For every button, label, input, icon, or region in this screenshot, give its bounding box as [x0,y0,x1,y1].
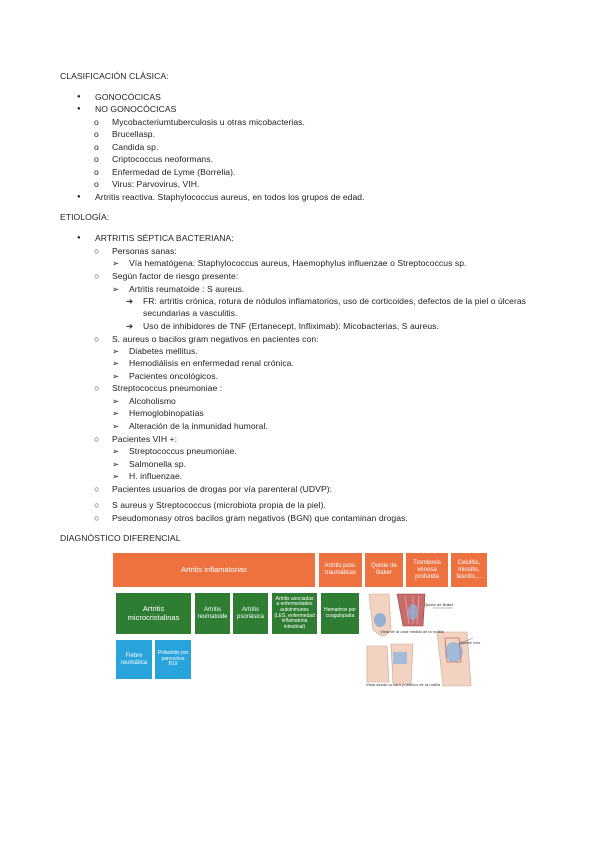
arrow-marker: ➔ [126,296,134,306]
arrowhead-marker: ➢ [112,371,120,381]
item-via-hematogena: Vía hematógena: Staphylococcus aureus, Haemophylus influenzae o Streptococcus sp. [129,258,467,268]
sub-item-criptococcus: Criptococcus neoformans. [112,154,214,164]
box-microcristalinas: Artritis microcristalinas [116,593,191,634]
heading-clasificacion: CLASIFICACIÓN CLÁSICA: [60,71,169,81]
item-fr-line1: FR: artritis crónica, rotura de nódulos inflamatorios, uso de corticoides, defectos de la piel o úlceras [143,296,527,306]
arrowhead-marker: ➢ [112,258,120,268]
box-parvovirus: Poliartritis por parvovirus B19 [155,640,191,679]
circle-marker: ○ [94,271,100,281]
item-no-gonococicas: NO GONOCÓCICAS [95,104,177,114]
circle-marker: ○ [94,334,100,344]
item-inmunidad-humoral: Alteración de la inmunidad humoral. [129,421,268,431]
item-pacientes-vih: Pacientes VIH +: [112,434,178,444]
o-marker: o [94,154,99,164]
box-quiste-baker: Quiste de Baker [365,553,403,587]
item-artritis-reactiva: Artritis reactiva. Staphylococcus aureus, en todos los grupos de edad. [95,192,365,202]
circle-marker: ○ [94,383,100,393]
item-saureus-strep: S aureus y Streptococcus (microbiota propia de la piel). [112,500,326,510]
sub-item-mycobacterium: Mycobacteriumtuberculosis u otras micobacterias. [112,117,305,127]
bullet-marker: ● [77,106,81,112]
item-alcoholismo: Alcoholismo [129,396,176,406]
o-marker: o [94,179,99,189]
arrowhead-marker: ➢ [112,471,120,481]
circle-marker: ○ [94,434,100,444]
item-fr-line2: secundarias a vasculitis. [143,308,238,318]
box-hemartros: Hemartros por coagulopatía [321,593,359,634]
caption-medial: Vista de la cara medial de la rodilla [380,629,444,634]
box-autoinmunes: Artritis asociadas a enfermedades autoinmunes (LES, enfermedad inflamatoria intestinal) [272,593,317,634]
bullet-marker: ● [77,94,81,100]
arrowhead-marker: ➢ [112,284,120,294]
item-personas-sanas: Personas sanas: [112,246,177,256]
item-inhibidores-tnf: Uso de inhibidores de TNF (Ertanecept, Infliximab): Micobacterias, S aureus. [143,321,439,331]
item-oncologicos: Pacientes oncológicos. [129,371,219,381]
o-marker: o [94,117,99,127]
label-quiste-roto: Quiste roto [460,640,481,645]
item-hemoglobinopatias: Hemoglobinopatías [129,408,204,418]
item-artritis-reumatoide: Artritis reumatoide : S aureus. [129,284,245,294]
o-marker: o [94,167,99,177]
item-factor-riesgo: Según factor de riesgo presente: [112,271,239,281]
item-salmonella: Salmonella sp. [129,459,187,469]
box-artritis-inflamatorias: Artritis inflamatorias [113,553,315,587]
caption-posterior: Vista desde la cara posterior de la rodilla [366,682,441,687]
item-strep-pneumoniae: Streptococcus pneumoniae : [112,383,223,393]
item-artritis-septica: ARTRITIS SÉPTICA BACTERIANA: [95,233,234,243]
circle-marker: ○ [94,513,100,523]
item-udvp: Pacientes usuarios de drogas por vía parenteral (UDVP): [112,484,333,494]
circle-marker: ○ [94,246,100,256]
bullet-marker: ● [77,235,81,241]
arrowhead-marker: ➢ [112,408,120,418]
box-artritis-post: Artritis post-traumáticas [319,553,362,587]
box-fiebre-reumatica: Fiebre reumática [116,640,152,679]
bullet-marker: ● [77,194,81,200]
item-pseudomonas: Pseudomonasy otros bacilos gram negativos (BGN) que contaminan drogas. [112,513,408,523]
arrowhead-marker: ➢ [112,421,120,431]
box-celulitis: Celulitis, miositis, fascitis,... [451,553,487,587]
caption-quiste-baker: Quiste de Baker [424,602,454,607]
arrowhead-marker: ➢ [112,346,120,356]
arrowhead-marker: ➢ [112,446,120,456]
sub-item-candida: Candida sp. [112,142,159,152]
circle-marker: ○ [94,484,100,494]
sub-item-brucella: Brucellasp. [112,129,156,139]
o-marker: o [94,142,99,152]
arrowhead-marker: ➢ [112,459,120,469]
item-gram-negativos: S. aureus o bacilos gram negativos en pacientes con: [112,334,319,344]
sub-item-virus: Virus: Parvovirus, VIH. [112,179,200,189]
item-h-influenzae: H. influenzae. [129,471,183,481]
o-marker: o [94,129,99,139]
box-reumatoide: Artritis reumatoide [195,593,230,634]
circle-marker: ○ [94,500,100,510]
item-diabetes: Diabetes mellitus. [129,346,198,356]
arrowhead-marker: ➢ [112,358,120,368]
heading-etiologia: ETIOLOGÍA: [60,212,110,222]
item-gonococicas: GONOCÓCICAS [95,92,161,102]
heading-diagnostico: DIAGNÓSTICO DIFERENCIAL [60,533,181,543]
arrow-marker: ➔ [126,321,134,331]
arrowhead-marker: ➢ [112,396,120,406]
box-psoriasica: Artritis psoriásica [233,593,268,634]
item-hemodialisis: Hemodiálisis en enfermedad renal crónica. [129,358,294,368]
item-vih-strep: Streptococcus pneumoniae. [129,446,237,456]
box-trombosis: Trombosis venosa profunda [406,553,448,587]
sub-item-lyme: Enfermedad de Lyme (Borrelia). [112,167,236,177]
